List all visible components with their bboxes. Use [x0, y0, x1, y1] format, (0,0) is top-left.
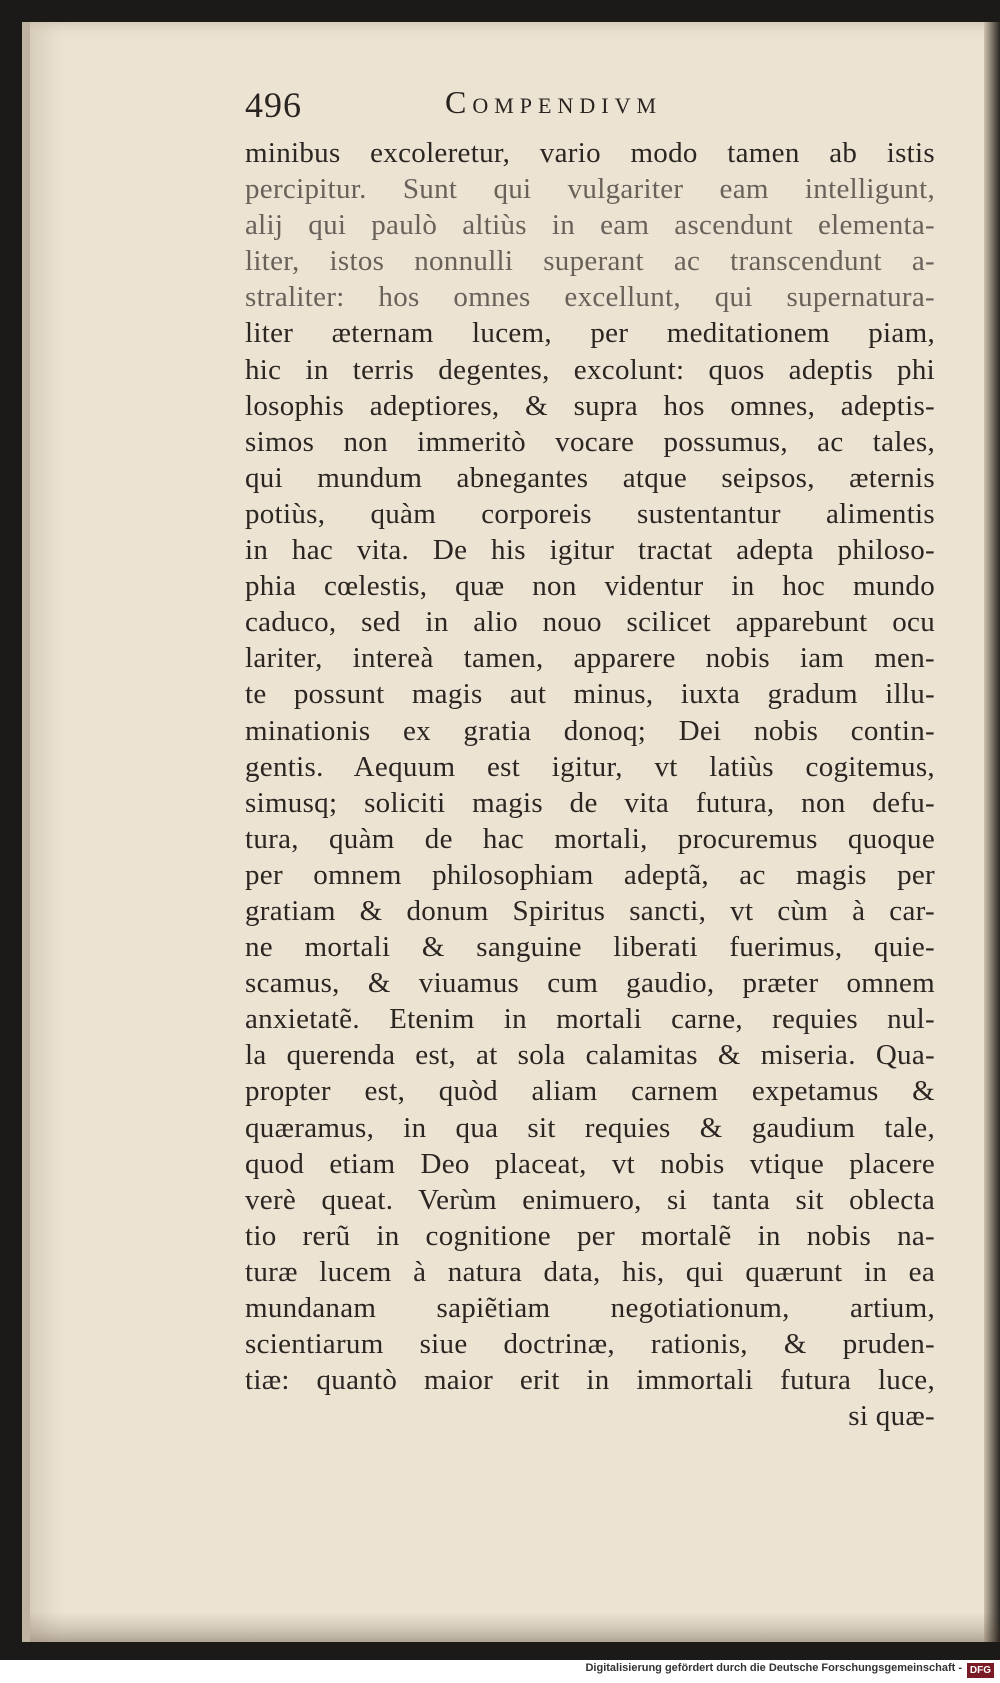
text-line: scientiarum siue doctrinæ, rationis, & pruden- — [245, 1328, 935, 1361]
text-line: anxietatẽ. Etenim in mortali carne, requies nul- — [245, 1003, 935, 1036]
text-line: caduco, sed in alio nouo scilicet apparebunt ocu — [245, 606, 935, 639]
text-line: tio rerũ in cognitione per mortalẽ in nobis na- — [245, 1219, 935, 1252]
text-line: turæ lucem à natura data, his, qui quærunt in ea — [245, 1255, 935, 1288]
text-line: alij qui paulò altiùs in eam ascendunt elementa- — [245, 209, 935, 242]
footer — [0, 1660, 1000, 1683]
text-line: scamus, & viuamus cum gaudio, præter omnem — [245, 967, 935, 1000]
page-number: 496 — [245, 85, 302, 125]
dfg-logo: DFG — [967, 1663, 994, 1678]
text-line: percipitur. Sunt qui vulgariter eam intelligunt, — [245, 173, 935, 206]
text-line: minibus excoleretur, vario modo tamen ab istis — [245, 137, 935, 169]
text-line: te possunt magis aut minus, iuxta gradum illu- — [245, 678, 935, 711]
text-line: qui mundum abnegantes atque seipsos, æternis — [245, 461, 935, 494]
text-line: propter est, quòd aliam carnem expetamus & — [245, 1075, 935, 1108]
text-line: liter, istos nonnulli superant ac transcendunt a- — [245, 245, 935, 278]
text-line: hic in terris degentes, excolunt: quos adeptis phi — [245, 353, 935, 386]
body-text — [245, 135, 935, 1434]
text-line: mundanam sapiẽtiam negotiationum, artium, — [245, 1292, 935, 1324]
text-line: per omnem philosophiam adeptã, ac magis per — [245, 858, 935, 891]
running-head: Compendivm — [445, 84, 663, 120]
text-line: liter æternam lucem, per meditationem piam, — [245, 317, 935, 350]
text-line: tura, quàm de hac mortali, procuremus quoque — [245, 822, 935, 855]
text-line: simusq; soliciti magis de vita futura, non defu- — [245, 786, 935, 819]
text-line: tiæ: quantò maior erit in immortali futura luce, — [245, 1364, 935, 1397]
text-line: quæramus, in qua sit requies & gaudium tale, — [245, 1111, 935, 1144]
text-line: gentis. Aequum est igitur, vt latiùs cogitemus, — [245, 750, 935, 783]
text-line: simos non immeritò vocare possumus, ac tales, — [245, 425, 935, 458]
text-line: losophis adeptiores, & supra hos omnes, adeptis- — [245, 389, 935, 422]
text-line: phia cœlestis, quæ non videntur in hoc mundo — [245, 570, 935, 603]
catchword: si quæ- — [848, 1400, 935, 1433]
text-line: potiùs, quàm corporeis sustentantur alimentis — [245, 497, 935, 530]
text-line: gratiam & donum Spiritus sancti, vt cùm à car- — [245, 894, 935, 927]
text-line: quod etiam Deo placeat, vt nobis vtique placere — [245, 1147, 935, 1180]
text-line: la querenda est, at sola calamitas & miseria. Qua- — [245, 1039, 935, 1072]
page-header — [225, 78, 825, 128]
page-edge — [984, 22, 1000, 1642]
text-line: in hac vita. De his igitur tractat adepta philoso- — [245, 534, 935, 567]
text-line: verè queat. Verùm enimuero, si tanta sit oblecta — [245, 1183, 935, 1216]
funding-credit: Digitalisierung gefördert durch die Deutsche Forschungsgemeinschaft - — [585, 1662, 962, 1674]
text-line: straliter: hos omnes excellunt, qui supernatura- — [245, 281, 935, 314]
text-line: ne mortali & sanguine liberati fuerimus, quie- — [245, 931, 935, 964]
text-line: lariter, intereà tamen, apparere nobis iam men- — [245, 642, 935, 675]
page-shadow — [30, 1612, 1000, 1642]
text-line: minationis ex gratia donoq; Dei nobis contin- — [245, 714, 935, 747]
